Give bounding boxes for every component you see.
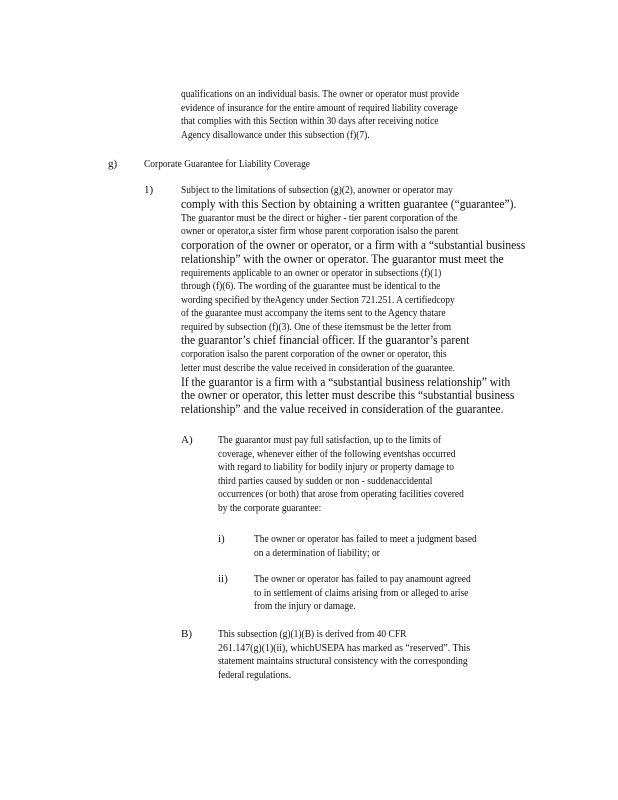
text-line: on a determination of liability; or [254,546,380,559]
text-line: statement maintains structural consistency with the corresponding [218,655,468,668]
text-line: The guarantor must be the direct or higher - tier parent corporation of the [181,211,458,224]
text-line: with regard to liability for bodily injury or property damage to [218,461,454,474]
section-g-label: g) [108,158,118,170]
text-line: through (f)(6). The wording of the guarantee must be identical to the [181,280,441,293]
text-line: wording specified by theAgency under Section 721.251. A certifiedcopy [181,293,455,306]
text-line: federal regulations. [218,668,292,681]
text-line: of the guarantee must accompany the items sent to the Agency thatare [181,307,446,320]
text-line: third parties caused by sudden or non - suddenaccidental [218,474,433,487]
text-line: Subject to the limitations of subsection (g)(2), anowner or operator may [181,184,453,196]
item-ii-paragraph [254,573,554,614]
text-line: relationship” with the owner or operator. The guarantor must meet the [181,252,504,266]
text-line: to in settlement of claims arising from or alleged to arise [254,586,469,599]
text-line: relationship” and the value received in consideration of the guarantee. [181,403,504,417]
subsection-a-label: A) [181,434,193,446]
text-line: owner or operator,a sister firm whose parent corporation isalso the parent [181,225,459,238]
text-line: coverage, whenever either of the following eventshas occurred [218,447,456,460]
subsection-1-paragraph [181,184,551,417]
text-line: from the injury or damage. [254,600,356,613]
item-i-paragraph [254,533,554,560]
subsection-a-paragraph [218,434,538,516]
item-i-label: i) [218,533,225,545]
subsection-1-label: 1) [144,184,154,196]
text-line: 261.147(g)(1)(ii), whichUSEPA has marked as “reserved”. This [218,641,471,654]
text-line: This subsection (g)(1)(B) is derived from 40 CFR [218,628,407,640]
text-line: Agency disallowance under this subsection (f)(7). [181,128,370,141]
text-line: the owner or operator, this letter must describe this “substantial business [181,389,515,403]
text-line: required by subsection (f)(3). One of these itemsmust be the letter from [181,320,452,333]
text-line: qualifications on an individual basis. The owner or operator must provide [181,88,460,100]
subsection-b-label: B) [181,628,192,640]
text-line: requirements applicable to an owner or operator in subsections (f)(1) [181,266,442,279]
text-line: evidence of insurance for the entire amount of required liability coverage [181,101,458,114]
item-ii-label: ii) [218,573,228,585]
text-line: by the corporate guarantee: [218,501,322,514]
text-line: corporation isalso the parent corporation of the owner or operator, this [181,348,447,361]
text-line: occurrences (or both) that arose from operating facilities covered [218,488,464,501]
text-line: corporation of the owner or operator, or a firm with a “substantial business [181,238,526,252]
text-line: the guarantor’s chief financial officer. If the guarantor’s parent [181,334,470,348]
text-line: comply with this Section by obtaining a written guarantee (“guarantee”). [181,197,517,211]
text-line: If the guarantor is a firm with a “substantial business relationship” with [181,375,511,389]
subsection-b-paragraph [218,628,548,682]
text-line: that complies with this Section within 30 days after receiving notice [181,115,439,128]
section-g-heading: Corporate Guarantee for Liability Coverage [144,158,311,170]
text-line: The owner or operator has failed to meet a judgment based [254,533,477,545]
text-line: The owner or operator has failed to pay anamount agreed [254,573,471,585]
intro-paragraph [181,88,531,142]
text-line: The guarantor must pay full satisfaction, up to the limits of [218,434,442,446]
text-line: letter must describe the value received in consideration of the guarantee. [181,361,455,374]
